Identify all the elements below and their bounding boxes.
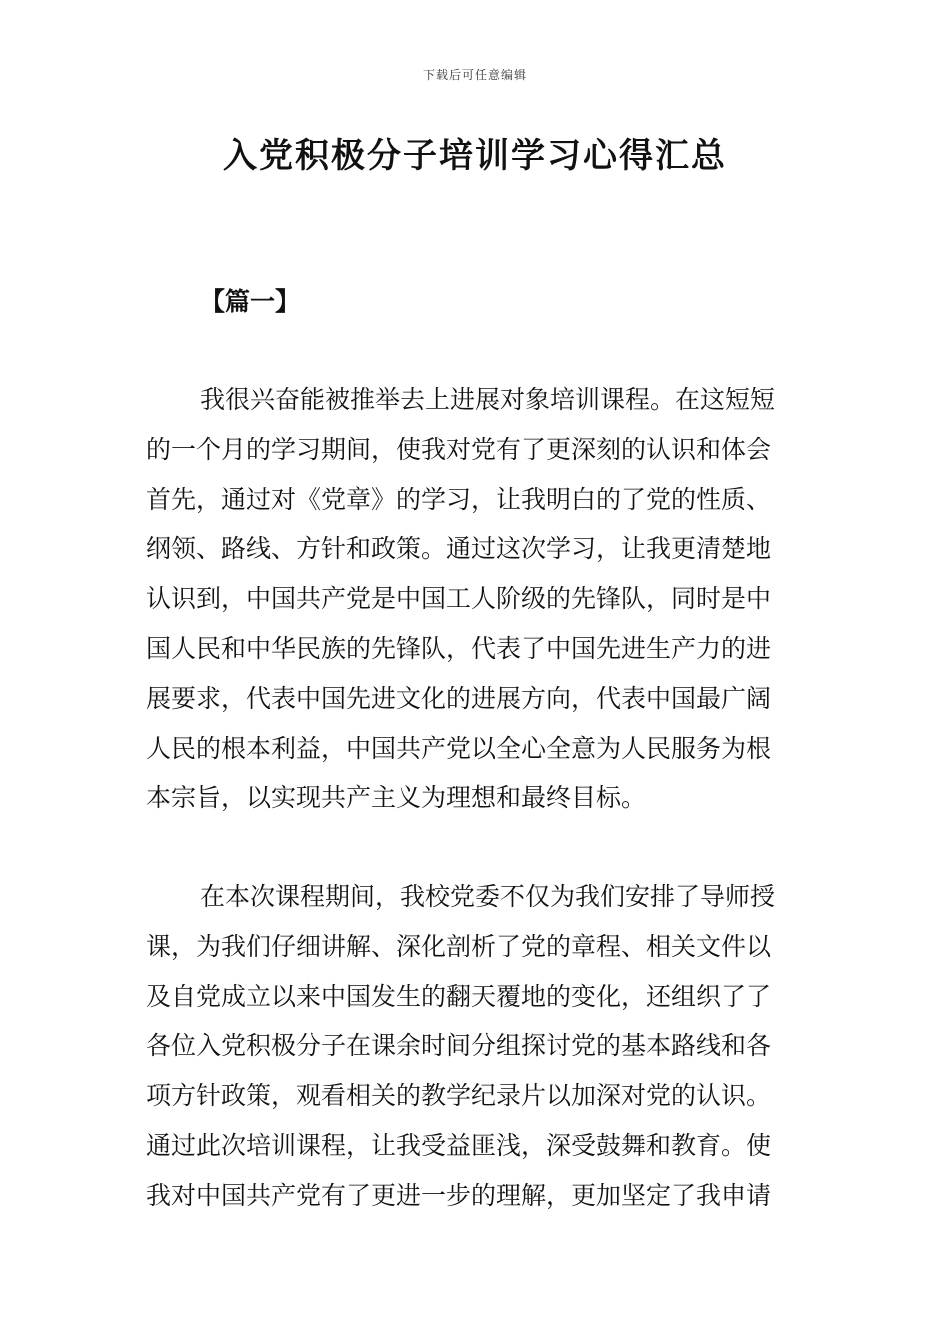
paragraph-line: 本宗旨，以实现共产主义为理想和最终目标。 bbox=[146, 783, 647, 813]
paragraph-line: 项方针政策，观看相关的教学纪录片以加深对党的认识。 bbox=[146, 1081, 772, 1111]
paragraph-1 bbox=[146, 375, 806, 823]
paragraph-line: 通过此次培训课程，让我受益匪浅，深受鼓舞和教育。使 bbox=[146, 1130, 772, 1160]
paragraph-2 bbox=[146, 872, 806, 1221]
paragraph-line: 的一个月的学习期间，使我对党有了更深刻的认识和体会 bbox=[146, 434, 772, 464]
paragraph-line: 我对中国共产党有了更进一步的理解，更加坚定了我申请 bbox=[146, 1180, 772, 1210]
paragraph-line: 各位入党积极分子在课余时间分组探讨党的基本路线和各 bbox=[146, 1031, 772, 1061]
paragraph-line: 及自党成立以来中国发生的翻天覆地的变化，还组织了了 bbox=[146, 981, 772, 1011]
paragraph-line: 在本次课程期间，我校党委不仅为我们安排了导师授 bbox=[200, 882, 776, 911]
paragraph-line: 认识到，中国共产党是中国工人阶级的先锋队，同时是中 bbox=[146, 584, 772, 614]
paragraph-line: 我很兴奋能被推举去上进展对象培训课程。在这短短 bbox=[200, 385, 776, 414]
paragraph-line: 国人民和中华民族的先锋队，代表了中国先进生产力的进 bbox=[146, 633, 772, 663]
paragraph-line: 展要求，代表中国先进文化的进展方向，代表中国最广阔 bbox=[146, 683, 772, 713]
paragraph-line: 纲领、路线、方针和政策。通过这次学习，让我更清楚地 bbox=[146, 534, 772, 564]
paragraph-line: 人民的根本利益，中国共产党以全心全意为人民服务为根 bbox=[146, 733, 772, 763]
paragraph-line: 课，为我们仔细讲解、深化剖析了党的章程、相关文件以 bbox=[146, 931, 772, 961]
document-title: 入党积极分子培训学习心得汇总 bbox=[223, 136, 727, 176]
section-label: 【篇一】 bbox=[200, 287, 301, 316]
paragraph-line: 首先，通过对《党章》的学习，让我明白的了党的性质、 bbox=[146, 484, 772, 514]
page-header-note: 下载后可任意编辑 bbox=[422, 68, 527, 82]
